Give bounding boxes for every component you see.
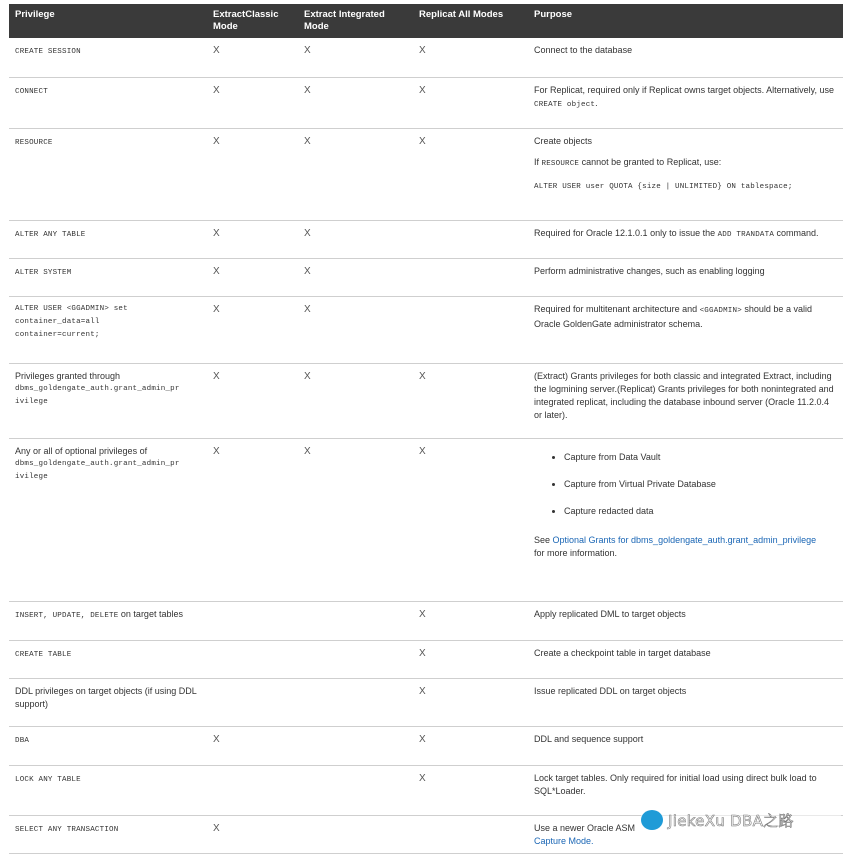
extract-classic-cell: [207, 678, 298, 726]
extract-integrated-cell: X: [298, 128, 413, 220]
table-header-row: [9, 4, 843, 38]
extract-classic-cell: X: [207, 363, 298, 438]
list-item: • Capture from Data Vault: [564, 451, 837, 464]
purpose-cell: Apply replicated DML to target objects: [528, 601, 843, 640]
extract-integrated-cell: X: [298, 438, 413, 601]
extract-classic-cell: [207, 640, 298, 678]
extract-classic-cell: X: [207, 220, 298, 258]
table-row: [9, 258, 843, 296]
replicat-cell: [413, 258, 528, 296]
extract-classic-cell: [207, 765, 298, 815]
privilege-cell: DBA: [9, 726, 207, 765]
table-row: [9, 363, 843, 438]
header-extract-classic: ExtractClassic Mode: [207, 4, 298, 38]
replicat-cell: [413, 815, 528, 853]
replicat-cell: X: [413, 726, 528, 765]
wechat-logo-icon: [641, 810, 663, 830]
privilege-cell: DDL privileges on target objects (if using DDL support): [9, 678, 207, 726]
optional-grants-link[interactable]: Optional Grants for dbms_goldengate_auth.grant_admin_privilege: [552, 534, 817, 545]
purpose-cell: DDL and sequence support: [528, 726, 843, 765]
extract-integrated-cell: [298, 601, 413, 640]
replicat-cell: X: [413, 363, 528, 438]
watermark-text: JiekeXu DBA之路: [668, 811, 794, 830]
purpose-line: Create objects: [534, 135, 593, 146]
extract-integrated-cell: X: [298, 258, 413, 296]
purpose-cell: [528, 128, 843, 220]
replicat-cell: [413, 220, 528, 258]
privilege-cell: ALTER SYSTEM: [9, 258, 207, 296]
extract-integrated-cell: [298, 815, 413, 853]
extract-integrated-cell: [298, 640, 413, 678]
privilege-cell: ALTER ANY TABLE: [9, 220, 207, 258]
extract-classic-cell: X: [207, 258, 298, 296]
extract-classic-cell: X: [207, 296, 298, 363]
extract-classic-cell: X: [207, 77, 298, 128]
extract-integrated-cell: [298, 678, 413, 726]
table-row: [9, 38, 843, 77]
privilege-cell: Privileges granted through dbms_goldengate_auth.grant_admin_pr ivilege: [9, 363, 207, 438]
replicat-cell: [413, 296, 528, 363]
replicat-cell: X: [413, 38, 528, 77]
purpose-cell: [528, 438, 843, 601]
privilege-cell: Any or all of optional privileges of dbms_goldengate_auth.grant_admin_pr ivilege: [9, 438, 207, 601]
privilege-cell: CONNECT: [9, 77, 207, 128]
list-item: • Capture from Virtual Private Database: [564, 478, 837, 491]
extract-integrated-cell: [298, 765, 413, 815]
extract-integrated-cell: X: [298, 38, 413, 77]
extract-classic-cell: [207, 601, 298, 640]
replicat-cell: X: [413, 640, 528, 678]
replicat-cell: X: [413, 77, 528, 128]
extract-classic-cell: X: [207, 726, 298, 765]
extract-integrated-cell: X: [298, 77, 413, 128]
privileges-table: [9, 4, 843, 854]
purpose-cell: Required for multitenant architecture and <GGADMIN> should be a valid Oracle GoldenGate administrator schema.: [528, 296, 843, 363]
replicat-cell: X: [413, 128, 528, 220]
purpose-cell: For Replicat, required only if Replicat owns target objects. Alternatively, use CREATE object.: [528, 77, 843, 128]
purpose-cell: Issue replicated DDL on target objects: [528, 678, 843, 726]
table-row: [9, 220, 843, 258]
replicat-cell: X: [413, 678, 528, 726]
capture-mode-link[interactable]: Capture Mode.: [534, 835, 594, 846]
list-item: • Capture redacted data: [564, 505, 837, 518]
table-row: [9, 678, 843, 726]
header-privilege: Privilege: [9, 4, 207, 38]
table-row: [9, 726, 843, 765]
privilege-cell: LOCK ANY TABLE: [9, 765, 207, 815]
replicat-cell: X: [413, 601, 528, 640]
optional-grants-list: [534, 451, 837, 518]
table-row: [9, 640, 843, 678]
extract-integrated-cell: [298, 726, 413, 765]
see-also-text: See Optional Grants for dbms_goldengate_auth.grant_admin_privilege for more information.: [534, 534, 817, 558]
extract-classic-cell: X: [207, 38, 298, 77]
header-replicat: Replicat All Modes: [413, 4, 528, 38]
privilege-cell: RESOURCE: [9, 128, 207, 220]
purpose-cell: Required for Oracle 12.1.0.1 only to issue the ADD TRANDATA command.: [528, 220, 843, 258]
purpose-code-line: ALTER USER user QUOTA {size | UNLIMITED} ON tablespace;: [534, 182, 793, 191]
purpose-cell: Use a newer Oracle ASM Capture Mode.: [528, 815, 843, 853]
purpose-cell: (Extract) Grants privileges for both classic and integrated Extract, including the logmining server.(Replicat) Grants privileges for both nonintegrated and integrated replicat, including the database inbound server (Oracle 11.2.0.4 or later).: [528, 363, 843, 438]
purpose-cell: Create a checkpoint table in target database: [528, 640, 843, 678]
watermark: [641, 807, 841, 833]
header-extract-integrated: Extract Integrated Mode: [298, 4, 413, 38]
extract-integrated-cell: X: [298, 296, 413, 363]
table-row: [9, 601, 843, 640]
privilege-cell: SELECT ANY TRANSACTION: [9, 815, 207, 853]
table-row: [9, 77, 843, 128]
replicat-cell: X: [413, 765, 528, 815]
privilege-cell: CREATE SESSION: [9, 38, 207, 77]
extract-integrated-cell: X: [298, 220, 413, 258]
extract-classic-cell: X: [207, 438, 298, 601]
privileges-table-container: [9, 4, 843, 854]
replicat-cell: X: [413, 438, 528, 601]
purpose-line: If RESOURCE cannot be granted to Replicat, use:: [534, 156, 722, 168]
privilege-cell: ALTER USER <GGADMIN> set container_data=all container=current;: [9, 296, 207, 363]
privilege-cell: INSERT, UPDATE, DELETE on target tables: [9, 601, 207, 640]
purpose-cell: Lock target tables. Only required for initial load using direct bulk load to SQL*Loader.: [528, 765, 843, 815]
extract-classic-cell: X: [207, 815, 298, 853]
header-purpose: Purpose: [528, 4, 843, 38]
extract-classic-cell: X: [207, 128, 298, 220]
purpose-cell: Connect to the database: [528, 38, 843, 77]
privilege-cell: CREATE TABLE: [9, 640, 207, 678]
purpose-cell: Perform administrative changes, such as enabling logging: [528, 258, 843, 296]
table-row: [9, 296, 843, 363]
table-row: [9, 128, 843, 220]
table-row: [9, 438, 843, 601]
extract-integrated-cell: X: [298, 363, 413, 438]
